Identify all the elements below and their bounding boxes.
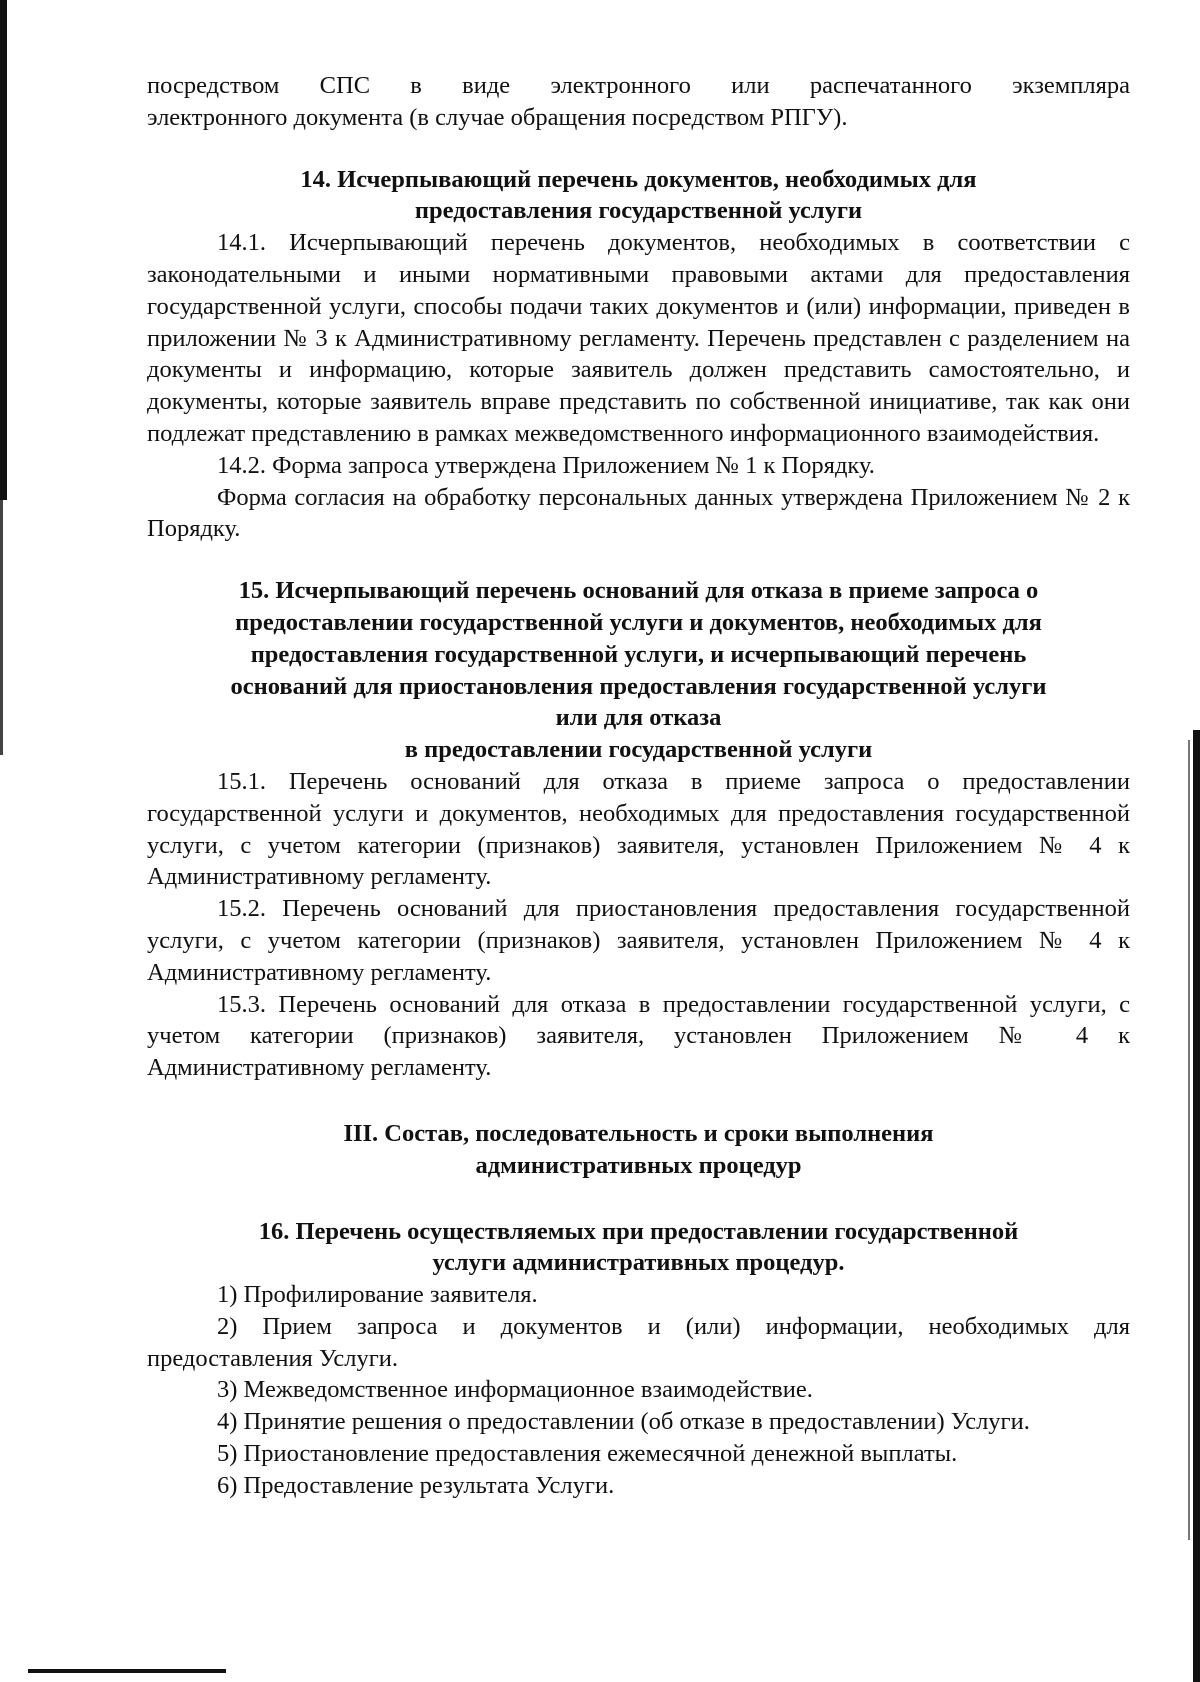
section-15 bbox=[147, 575, 1130, 1084]
section-14-paragraph-2: 14.2. Форма запроса утверждена Приложением № 1 к Порядку. bbox=[217, 451, 875, 479]
section-15-heading-line-3: предоставления государственной услуги, и исчерпывающий перечень bbox=[250, 640, 1027, 668]
section-15-paragraph-1: 15.1. Перечень оснований для отказа в приеме запроса о предоставлении государственной услуги и документов, необходимых для предоставления государственной услуги, с учетом категории (признаков) заявителя, установлен Приложением № 4 к Административному регламенту. bbox=[147, 767, 1130, 891]
section-16-heading-line-2: услуги административных процедур. bbox=[432, 1249, 845, 1277]
scan-border-bottom bbox=[28, 1669, 226, 1673]
document-page bbox=[147, 70, 1130, 1502]
intro-line-1: посредством СПС в виде электронного или распечатанного экземпляра bbox=[147, 72, 1130, 99]
section-15-paragraph-3: 15.3. Перечень оснований для отказа в предоставлении государственной услуги, с учетом категории (признаков) заявителя, установлен Приложением № 4 к Административному регламенту. bbox=[147, 990, 1130, 1082]
scan-border-right bbox=[1193, 730, 1200, 1682]
section-14 bbox=[147, 164, 1130, 546]
intro-line-2: электронного документа (в случае обращения посредством РПГУ). bbox=[147, 103, 848, 131]
section-15-heading-line-6: в предоставлении государственной услуги bbox=[404, 736, 873, 764]
list-item: 3) Межведомственное информационное взаимодействие. bbox=[217, 1376, 813, 1404]
section-14-heading-line-1: 14. Исчерпывающий перечень документов, необходимых для bbox=[300, 165, 977, 193]
section-16-heading-line-1: 16. Перечень осуществляемых при предоставлении государственной bbox=[258, 1217, 1019, 1245]
chapter-3 bbox=[147, 1118, 1130, 1182]
list-item: 1) Профилирование заявителя. bbox=[217, 1281, 538, 1309]
section-15-heading-line-1: 15. Исчерпывающий перечень оснований для отказа в приеме запроса о bbox=[238, 577, 1039, 605]
section-16 bbox=[147, 1216, 1130, 1502]
chapter-3-heading-line-2: административных процедур bbox=[475, 1151, 802, 1179]
section-15-heading-line-2: предоставлении государственной услуги и документов, необходимых для bbox=[235, 608, 1042, 636]
list-item: 4) Принятие решения о предоставлении (об отказе в предоставлении) Услуги. bbox=[217, 1408, 1030, 1436]
scan-border-right-thin bbox=[1188, 740, 1190, 1540]
section-14-paragraph-1: 14.1. Исчерпывающий перечень документов, необходимых в соответствии с законодательными и иными нормативными правовыми актами для предоставления государственной услуги, способы подачи таких документов и (или) информации, приведен в приложении № 3 к Административному регламенту. Перечень представлен с разделением на документы и информацию, которые заявитель должен представить самостоятельно, и документы, которые заявитель вправе представить по собственной инициативе, так как они подлежат представлению в рамках межведомственного информационного взаимодействия. bbox=[147, 229, 1130, 447]
section-14-paragraph-3: Форма согласия на обработку персональных данных утверждена Приложением № 2 к Порядку. bbox=[147, 483, 1130, 543]
section-15-heading-line-4: оснований для приостановления предоставления государственной услуги bbox=[230, 672, 1047, 700]
section-14-heading-line-2: предоставления государственной услуги bbox=[414, 197, 863, 225]
list-item: 6) Предоставление результата Услуги. bbox=[217, 1471, 615, 1499]
scan-border-left bbox=[0, 0, 7, 500]
list-item: 5) Приостановление предоставления ежемесячной денежной выплаты. bbox=[217, 1440, 958, 1468]
list-item: 2) Прием запроса и документов и (или) информации, необходимых для предоставления Услуги. bbox=[147, 1312, 1130, 1372]
section-15-paragraph-2: 15.2. Перечень оснований для приостановления предоставления государственной услуги, с учетом категории (признаков) заявителя, установлен Приложением № 4 к Административному регламенту. bbox=[147, 895, 1130, 986]
section-15-heading-line-5: или для отказа bbox=[555, 704, 722, 732]
chapter-3-heading-line-1: III. Состав, последовательность и сроки выполнения bbox=[343, 1119, 934, 1147]
scan-border-left-thin bbox=[0, 500, 3, 755]
